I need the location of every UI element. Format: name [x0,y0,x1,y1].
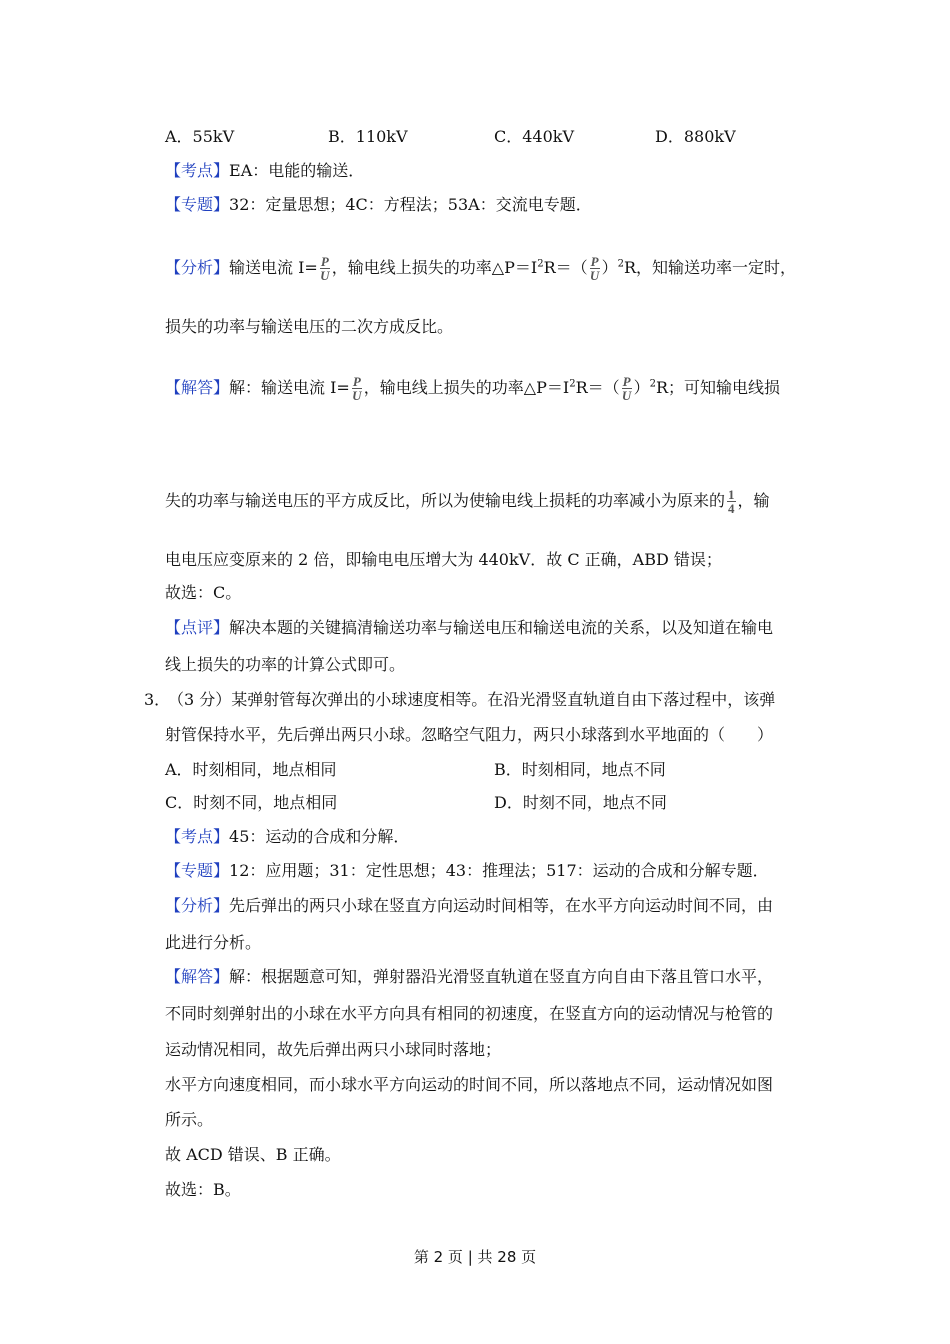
jieda-line-4: 水平方向速度相同，而小球水平方向运动的时间不同，所以落地点不同，运动情况如图 [165,1075,774,1094]
jieda-tag: 【解答】 [165,967,230,986]
jieda-text-line2a: 失的功率与输送电压的平方成反比，所以为使输电线上损耗的功率减小为原来的 [165,491,726,510]
numerator: P [320,254,329,269]
fraction-p-over-u [622,375,632,402]
denominator: U [352,388,362,403]
zhuanti-text: 32：定量思想；4C：方程法；53A：交流电专题． [229,195,592,214]
option-d: D．880kV [655,127,736,146]
denominator: U [320,268,330,283]
dianping-line [165,618,773,638]
jieda-text-5: R；可知输电线损 [655,378,781,397]
zhuanti-tag: 【专题】 [165,861,230,880]
denominator: U [621,388,632,403]
jieda-text: 解：根据题意可知，弹射器沿光滑竖直轨道在竖直方向自由下落且管口水平， [229,967,774,986]
jieda-line-3: 电电压应变原来的 2 倍，即输电电压增大为 440kV．故 C 正确，ABD 错误； [165,550,722,569]
fenxi-text-5: R，知输送功率一定时， [623,258,797,277]
numerator: P [352,374,361,389]
dianping-line-2: 线上损失的功率的计算公式即可。 [165,655,406,674]
fenxi-tag: 【分析】 [165,258,230,277]
option-b: B．时刻相同，地点不同 [494,760,666,779]
fraction-one-quarter [727,488,736,515]
fenxi-text: 先后弹出的两只小球在竖直方向运动时间相等，在水平方向运动时间不同，由 [229,896,774,915]
fenxi-tag: 【分析】 [165,896,230,915]
option-a: A．时刻相同，地点相同 [165,760,337,779]
denominator: 4 [728,501,735,516]
fenxi-text-4: ） [601,258,618,277]
page-footer: 第 2 页 | 共 28 页 [413,1248,537,1266]
jieda-line-7: 故选：B。 [165,1180,241,1199]
exponent: 2 [569,378,576,390]
zhuanti-text: 12：应用题；31：定性思想；43：推理法；517：运动的合成和分解专题． [229,861,769,880]
fraction-p-over-u [352,375,362,402]
jieda-text-3: R＝（ [575,378,620,397]
kaodian-tag: 【考点】 [165,827,230,846]
option-a: A．55kV [165,127,235,146]
fenxi-line-2: 损失的功率与输送电压的二次方成反比。 [165,317,454,336]
numerator: P [590,254,599,269]
jieda-line-2: 不同时刻弹射出的小球在水平方向具有相同的初速度，在竖直方向的运动情况与枪管的 [165,1004,774,1023]
exponent: 2 [617,258,624,270]
kaodian-text: 45：运动的合成和分解． [229,827,410,846]
zhuanti-line [165,861,769,881]
dianping-tag: 【点评】 [165,618,230,637]
kaodian-text: EA：电能的输送． [229,161,365,180]
fenxi-line-2: 此进行分析。 [165,933,262,952]
fenxi-line [165,255,796,282]
jieda-line-4: 故选：C。 [165,583,242,602]
fraction-p-over-u [320,255,330,282]
zhuanti-line [165,195,592,215]
dianping-text: 解决本题的关键搞清输送功率与输送电压和输送电流的关系，以及知道在输电 [229,618,774,637]
numerator: 1 [728,487,735,502]
jieda-line-5: 所示。 [165,1110,214,1129]
fenxi-text-3: R＝（ [543,258,588,277]
kaodian-tag: 【考点】 [165,161,230,180]
denominator: U [589,268,600,283]
fenxi-text-2: ，输电线上损失的功率△P＝I [331,258,538,277]
fenxi-text-1: 输送电流 I= [229,258,318,277]
numerator: P [622,374,631,389]
kaodian-line [165,827,409,847]
jieda-tag: 【解答】 [165,378,230,397]
option-d: D．时刻不同，地点不同 [494,793,667,812]
jieda-line-6: 故 ACD 错误、B 正确。 [165,1145,341,1164]
jieda-text-2: ，输电线上损失的功率△P＝I [363,378,570,397]
question-stem-1: （3 分）某弹射管每次弹出的小球速度相等。在沿光滑竖直轨道自由下落过程中，该弹 [168,690,776,709]
jieda-line-3: 运动情况相同，故先后弹出两只小球同时落地； [165,1040,502,1059]
question-stem-2: 射管保持水平，先后弹出两只小球。忽略空气阻力，两只小球落到水平地面的（ ） [165,725,774,744]
zhuanti-tag: 【专题】 [165,195,230,214]
exponent: 2 [649,378,656,390]
jieda-line [165,375,780,402]
exponent: 2 [537,258,544,270]
jieda-line [165,967,773,987]
kaodian-line [165,161,364,181]
jieda-line-2 [165,488,770,515]
jieda-text-1: 解：输送电流 I= [229,378,350,397]
fenxi-line [165,896,773,916]
fraction-p-over-u [590,255,600,282]
jieda-text-line2b: ，输 [737,491,770,510]
option-c: C．440kV [494,127,575,146]
jieda-text-4: ） [633,378,650,397]
question-number: 3． [144,690,171,709]
option-b: B．110kV [328,127,408,146]
option-c: C．时刻不同，地点相同 [165,793,338,812]
